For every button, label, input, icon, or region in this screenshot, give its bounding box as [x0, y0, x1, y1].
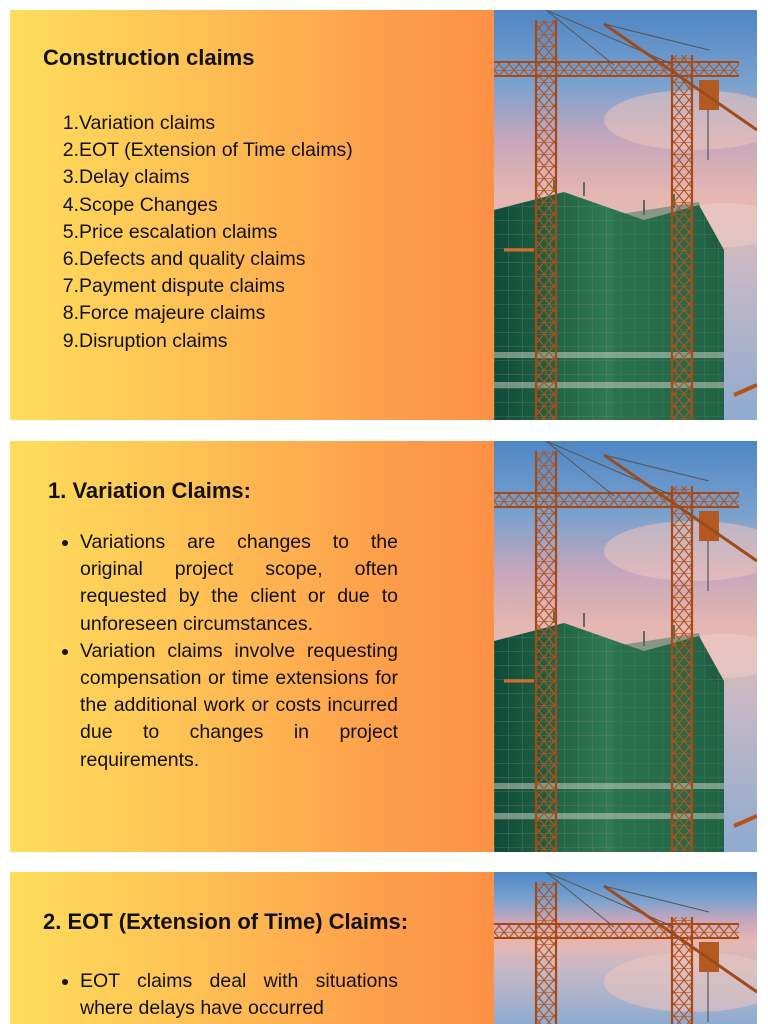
- bullet-icon: [62, 979, 68, 985]
- list-item: 6. Defects and quality claims: [62, 248, 306, 271]
- list-item: Variations are changes to the original project scope, often requested by the client or due to unforeseen circumstances.: [60, 529, 398, 638]
- bullet-icon: [62, 540, 68, 546]
- construction-crane-photo: [494, 441, 757, 852]
- bullet-icon: [62, 649, 68, 655]
- construction-crane-photo: [494, 872, 757, 1024]
- list-item: 4. Scope Changes: [62, 193, 218, 216]
- bullet-list: [60, 968, 398, 1022]
- slide-title: 2. EOT (Extension of Time) Claims:: [43, 909, 409, 934]
- list-item: 9. Disruption claims: [62, 329, 228, 352]
- slide-title: 1. Variation Claims:: [48, 478, 251, 503]
- list-item: EOT claims deal with situations where delays have occurred: [60, 968, 398, 1022]
- slide-text-panel: [10, 441, 494, 852]
- construction-crane-icon: [494, 441, 757, 852]
- construction-crane-photo: [494, 10, 757, 420]
- construction-crane-icon: [494, 872, 757, 1024]
- slide-eot-claims: [10, 872, 757, 1024]
- slide-text-panel: [10, 872, 494, 1024]
- list-item: 3. Delay claims: [62, 166, 190, 189]
- list-item: 7. Payment dispute claims: [62, 275, 285, 298]
- list-item: 1. Variation claims: [62, 112, 216, 134]
- list-item: 2. EOT (Extension of Time claims): [62, 139, 353, 162]
- bullet-list: [60, 529, 398, 774]
- slide-title: Construction claims: [43, 45, 255, 70]
- list-item: 5. Price escalation claims: [62, 220, 278, 243]
- slide-text-panel: [10, 10, 494, 420]
- slide-construction-claims: [10, 10, 757, 420]
- claims-list: [58, 110, 353, 355]
- slide-variation-claims: [10, 441, 757, 852]
- list-item: Variation claims involve requesting compensation or time extensions for the additional work or costs incurred due to changes in project requirements.: [60, 638, 398, 774]
- construction-crane-icon: [494, 10, 757, 420]
- list-item: 8. Force majeure claims: [62, 302, 266, 325]
